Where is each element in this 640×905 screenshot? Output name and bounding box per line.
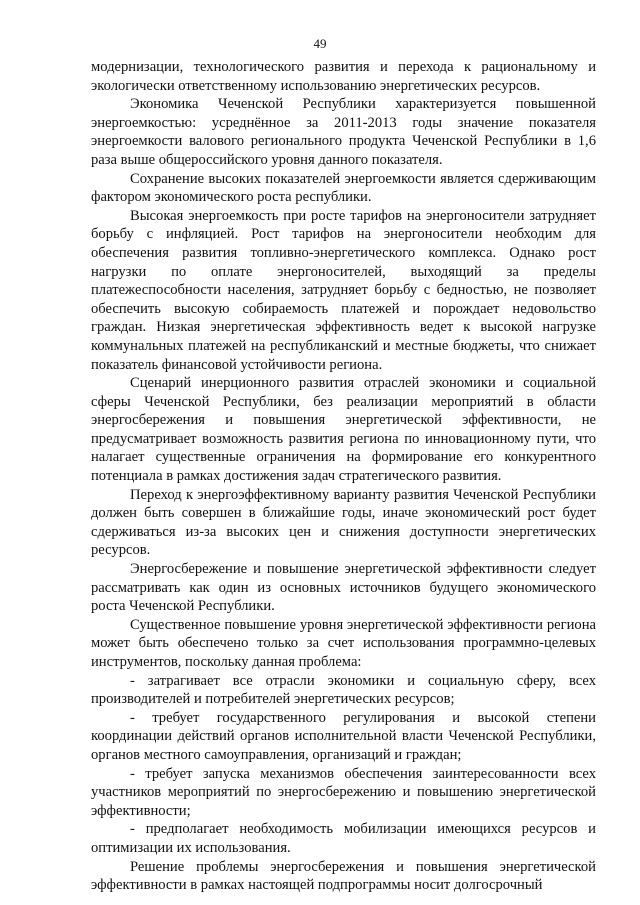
paragraph-inertial-scenario: Сценарий инерционного развития отраслей экономики и социальной сферы Чеченской Республики, без реализации мероприятий в области энергосбережения и повышения энергетической эффективности, не предусматривает возможность развития региона по инновационному пути, что налагает существенные ограничения на формирование его конкурентного потенциала в рамках достижения задач стратегического развития. xyxy=(91,375,596,485)
paragraph-growth-source: Энергосбережение и повышение энергетической эффективности следует рассматривать как один из основных источников будущего экономического роста Чеченской Республики. xyxy=(91,561,596,615)
paragraph-tariffs: Высокая энергоемкость при росте тарифов на энергоносители затрудняет борьбу с инфляцией. Рост тарифов на энергоносители необходим для обеспечения развития топливно-энергетического комплекса. Однако рост нагрузки по оплате энергоносителей, выходящий за пределы платежеспособности населения, затрудняет борьбу с бедностью, не позволяет обеспечить высокую собираемость платежей и порождает недовольство граждан. Низкая энергетическая эффективность ведет к высокой нагрузке коммунальных платежей на республиканский и местные бюджеты, что снижает показатель финансовой устойчивости региона. xyxy=(91,207,596,373)
page-number: 49 xyxy=(313,36,327,51)
paragraph-solution: Решение проблемы энергосбережения и повышения энергетической эффективности в рамках настоящей подпрограммы носит долгосрочный xyxy=(91,858,596,894)
page-body xyxy=(91,58,596,895)
paragraph-transition: Переход к энергоэффективному варианту развития Чеченской Республики должен быть совершен в ближайшие годы, иначе экономический рост будет сдерживаться из-за высоких цен и снижения доступности энергетических ресурсов. xyxy=(91,486,596,559)
paragraph-growth-constraint: Сохранение высоких показателей энергоемкости является сдерживающим фактором экономического роста республики. xyxy=(91,170,596,206)
list-item: - предполагает необходимость мобилизации имеющихся ресурсов и оптимизации их использования. xyxy=(91,821,596,856)
paragraph-continuation: модернизации, технологического развития и перехода к рациональному и экологически ответственному использованию энергетических ресурсов. xyxy=(91,59,596,94)
list-item: - затрагивает все отрасли экономики и социальную сферу, всех производителей и потребителей энергетических ресурсов; xyxy=(91,672,596,708)
list-item: - требует запуска механизмов обеспечения заинтересованности всех участников мероприятий по энергосбережению и повышению энергетической эффективности; xyxy=(91,765,596,819)
paragraph-program-tools: Существенное повышение уровня энергетической эффективности региона может быть обеспечено только за счет использования программно-целевых инструментов, поскольку данная проблема: xyxy=(91,616,596,670)
list-item: - требует государственного регулирования и высокой степени координации действий органов исполнительной власти Чеченской Республики, органов местного самоуправления, организаций и граждан; xyxy=(91,709,596,763)
paragraph-energy-intensity: Экономика Чеченской Республики характеризуется повышенной энергоемкостью: усреднённое за 2011-2013 годы значение показателя энергоемкости валового регионального продукта Чеченской Республики в 1,6 раза выше общероссийского уровня данного показателя. xyxy=(91,96,596,168)
